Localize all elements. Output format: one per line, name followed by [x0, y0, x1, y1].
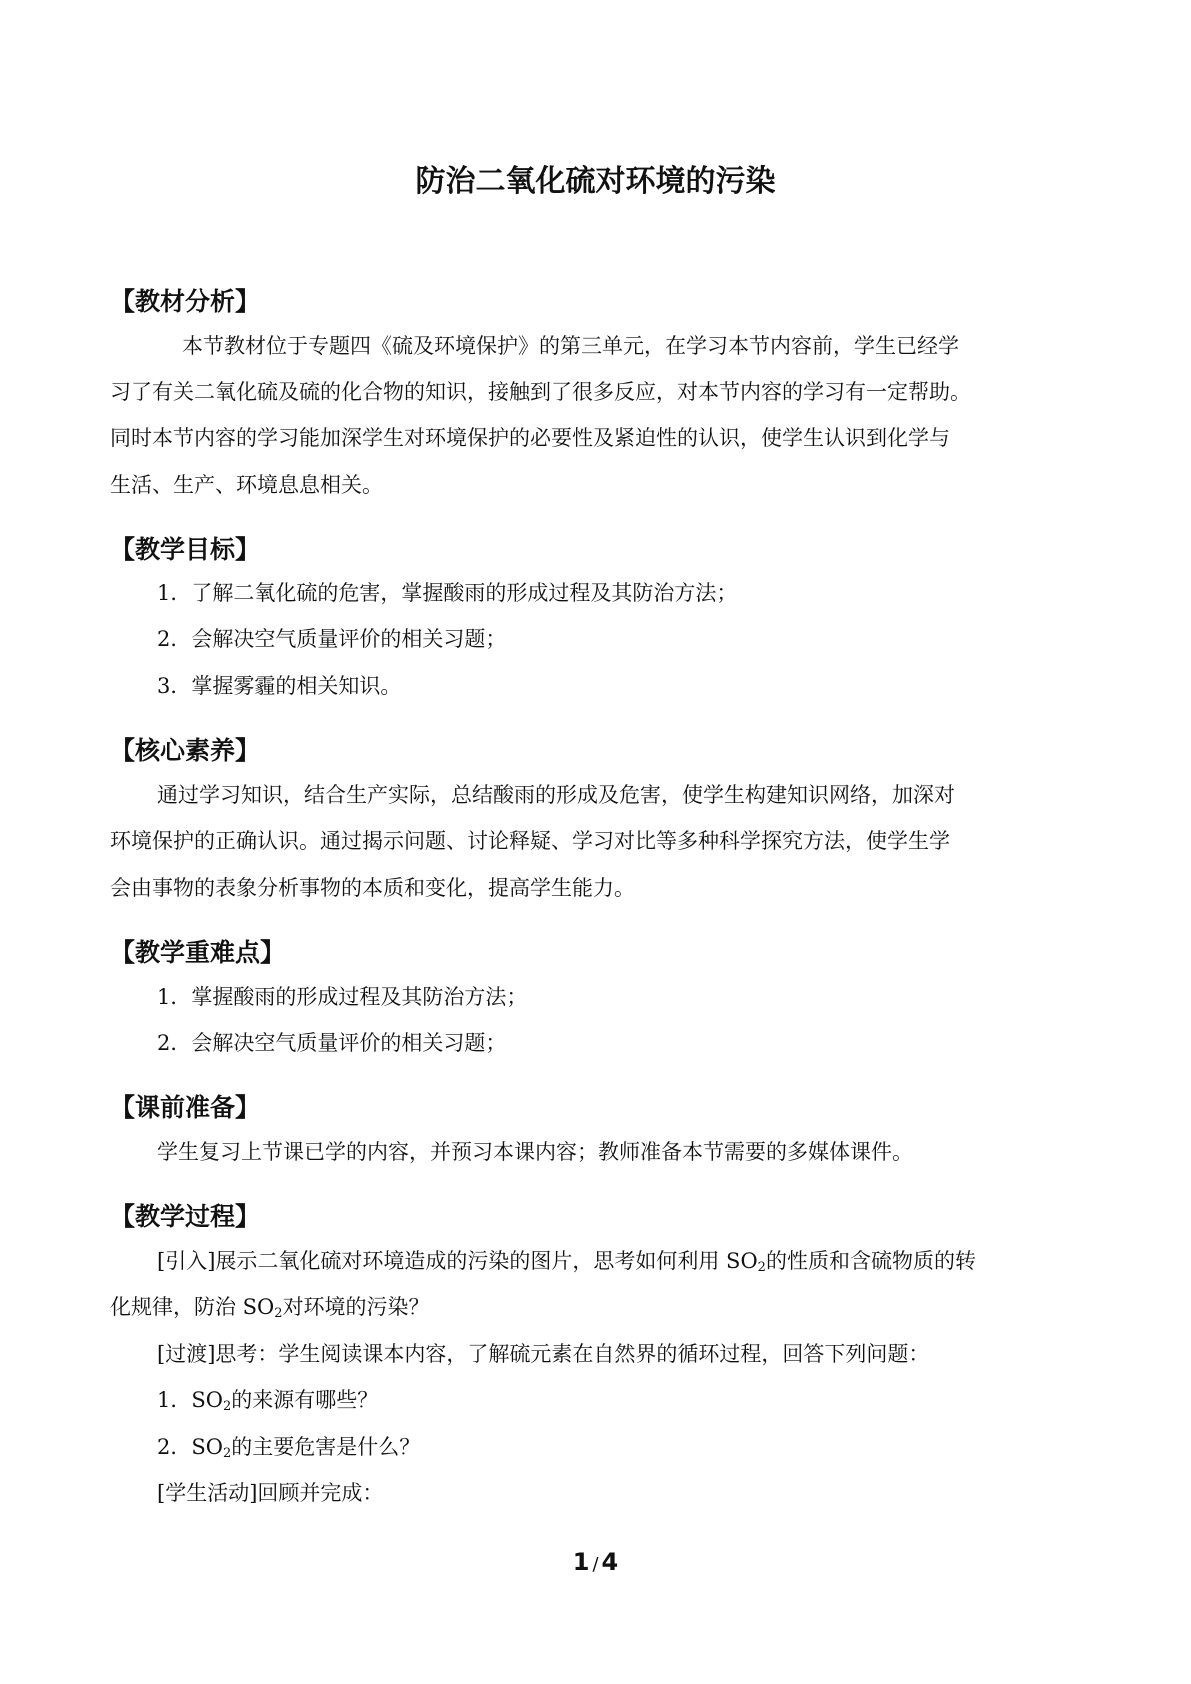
paragraph-line: 本节教材位于专题四《硫及环境保护》的第三单元，在学习本节内容前，学生已经学: [182, 334, 959, 358]
paragraph-line: 学生复习上节课已学的内容，并预习本课内容；教师准备本节需要的多媒体课件。: [157, 1140, 913, 1164]
section-heading-preparation: 【课前准备】: [110, 1093, 261, 1122]
key-point-item: 2．会解决空气质量评价的相关习题；: [157, 1031, 507, 1055]
transition-line: [过渡]思考：学生阅读课本内容，了解硫元素在自然界的循环过程，回答下列问题：: [157, 1342, 930, 1366]
activity-line: [学生活动]回顾并完成：: [157, 1481, 384, 1505]
paragraph-line: 通过学习知识，结合生产实际，总结酸雨的形成及危害，使学生构建知识网络，加深对: [157, 783, 955, 807]
section-heading-key-difficulties: 【教学重难点】: [110, 938, 286, 967]
section-heading-material-analysis: 【教材分析】: [110, 287, 261, 316]
section-heading-teaching-process: 【教学过程】: [110, 1202, 261, 1231]
paragraph-line: 会由事物的表象分析事物的本质和变化，提高学生能力。: [110, 876, 635, 900]
objective-item: 2．会解决空气质量评价的相关习题；: [157, 627, 507, 651]
question-item: 2．$SO_2$的主要危害是什么？: [157, 1435, 421, 1461]
objective-item: 3．掌握雾霾的相关知识。: [157, 674, 402, 698]
key-point-item: 1．掌握酸雨的形成过程及其防治方法；: [157, 985, 528, 1009]
objective-item: 1．了解二氧化硫的危害，掌握酸雨的形成过程及其防治方法；: [157, 581, 738, 605]
paragraph-line: 同时本节内容的学习能加深学生对环境保护的必要性及紧迫性的认识，使学生认识到化学与: [110, 426, 950, 450]
question-item: 1．$SO_2$的来源有哪些？: [157, 1388, 379, 1414]
page-number: 1 / 4: [572, 1548, 619, 1576]
paragraph-line: 习了有关二氧化硫及硫的化合物的知识，接触到了很多反应，对本节内容的学习有一定帮助。: [110, 380, 971, 404]
document-title: 防治二氧化硫对环境的污染: [415, 164, 776, 199]
section-heading-core-literacy: 【核心素养】: [110, 736, 261, 765]
intro-line: [引入]展示二氧化硫对环境造成的污染的图片，思考如何利用 $SO_2$的性质和含硫物质的转: [157, 1249, 976, 1275]
section-heading-teaching-objectives: 【教学目标】: [110, 535, 261, 564]
paragraph-line: 生活、生产、环境息息相关。: [110, 473, 383, 497]
paragraph-line: 环境保护的正确认识。通过揭示问题、讨论释疑、学习对比等多种科学探究方法，使学生学: [110, 829, 950, 853]
intro-line: 化规律，防治 $SO_2$对环境的污染？: [110, 1295, 430, 1321]
